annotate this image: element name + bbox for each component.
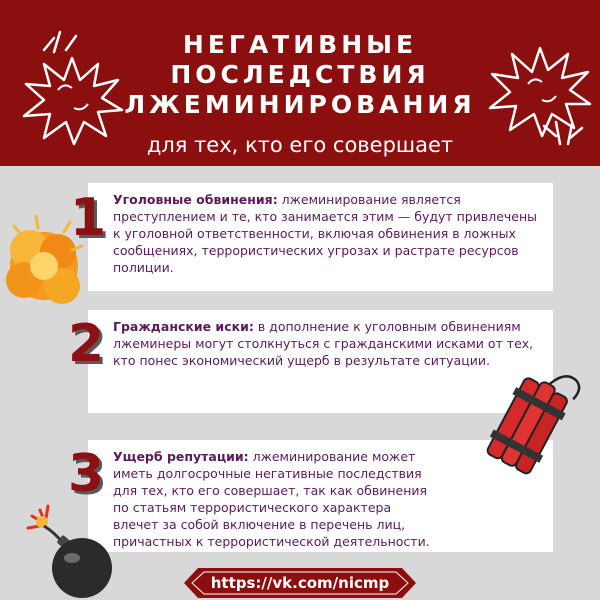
consequence-card-1 — [88, 183, 553, 291]
comic-burst-icon — [40, 26, 80, 56]
item-number: 2 — [68, 314, 105, 374]
title-line-1: НЕГАТИВНЫЕ — [182, 30, 418, 59]
title-line-3: ЛЖЕМИНИРОВАНИЯ — [124, 90, 476, 119]
card-body: лжеминирование является преступлением и те, кто занимается этим — будут привлечены к уголовной ответственности, включая обвинения в ложных сообщениях, террористических угрозах и растрате ресурсов полиции. — [113, 192, 538, 275]
card-text — [113, 448, 435, 550]
title-line-2: ПОСЛЕДСТВИЯ — [170, 60, 430, 89]
dynamite-icon — [470, 356, 598, 486]
link-banner[interactable] — [196, 568, 404, 598]
card-heading: Уголовные обвинения: — [113, 192, 278, 207]
item-number: 1 — [70, 188, 107, 248]
card-heading: Гражданские иски: — [113, 319, 254, 334]
card-body: в дополнение к уголовным обвинениям лжеминеры могут столкнуться с гражданскими исками от тех, кто понес экономический ущерб в результате ситуации. — [113, 319, 534, 368]
card-body: лжеминирование может иметь долгосрочные негативные последствия для тех, кто его совершает, так как обвинения по статьям террористического характера влечет за собой включение в перечень лиц, причастных к террористической деятельности. — [113, 449, 430, 549]
subtitle: для тех, кто его совершает — [146, 133, 454, 157]
item-number: 3 — [68, 444, 105, 504]
card-heading: Ущерб репутации: — [113, 449, 249, 464]
vk-link[interactable]: https://vk.com/nicmp — [210, 574, 390, 592]
header-banner — [0, 0, 600, 166]
bomb-icon — [18, 500, 118, 600]
card-text — [113, 191, 541, 276]
